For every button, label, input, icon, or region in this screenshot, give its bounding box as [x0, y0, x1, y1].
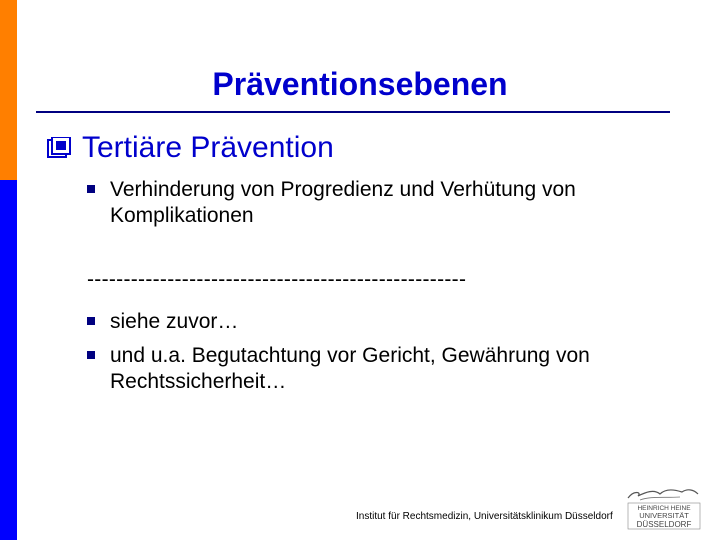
bullet-text: Verhinderung von Progredienz und Verhütung von Komplikationen [110, 178, 576, 227]
bullet-text: siehe zuvor… [110, 310, 239, 333]
bullet-text: und u.a. Begutachtung vor Gericht, Gewährung von Rechtssicherheit… [110, 344, 590, 393]
footer-institute: Institut für Rechtsmedizin, Universitätsklinikum Düsseldorf [356, 511, 613, 522]
square-bullet-icon [87, 317, 95, 325]
checkbox-bullet-icon [47, 138, 77, 158]
heading-text: Tertiäre Prävention [82, 131, 334, 164]
square-bullet-icon [87, 185, 95, 193]
title-underline [36, 111, 670, 113]
left-accent-bar-blue [0, 180, 17, 540]
heading-item [47, 131, 334, 165]
bullet-item [87, 177, 707, 229]
slide-title [0, 66, 720, 103]
slide-title-text: Präventionsebenen [212, 66, 508, 102]
dashed-separator: ---------------------------------------------------- [87, 268, 467, 291]
logo-line-2: UNIVERSITÄT [639, 511, 689, 520]
bullet-item [87, 309, 707, 335]
square-bullet-icon [87, 351, 95, 359]
bullet-item [87, 343, 707, 395]
university-logo [620, 486, 702, 530]
logo-line-1: HEINRICH HEINE [637, 505, 691, 512]
logo-line-3: DÜSSELDORF [636, 520, 692, 529]
